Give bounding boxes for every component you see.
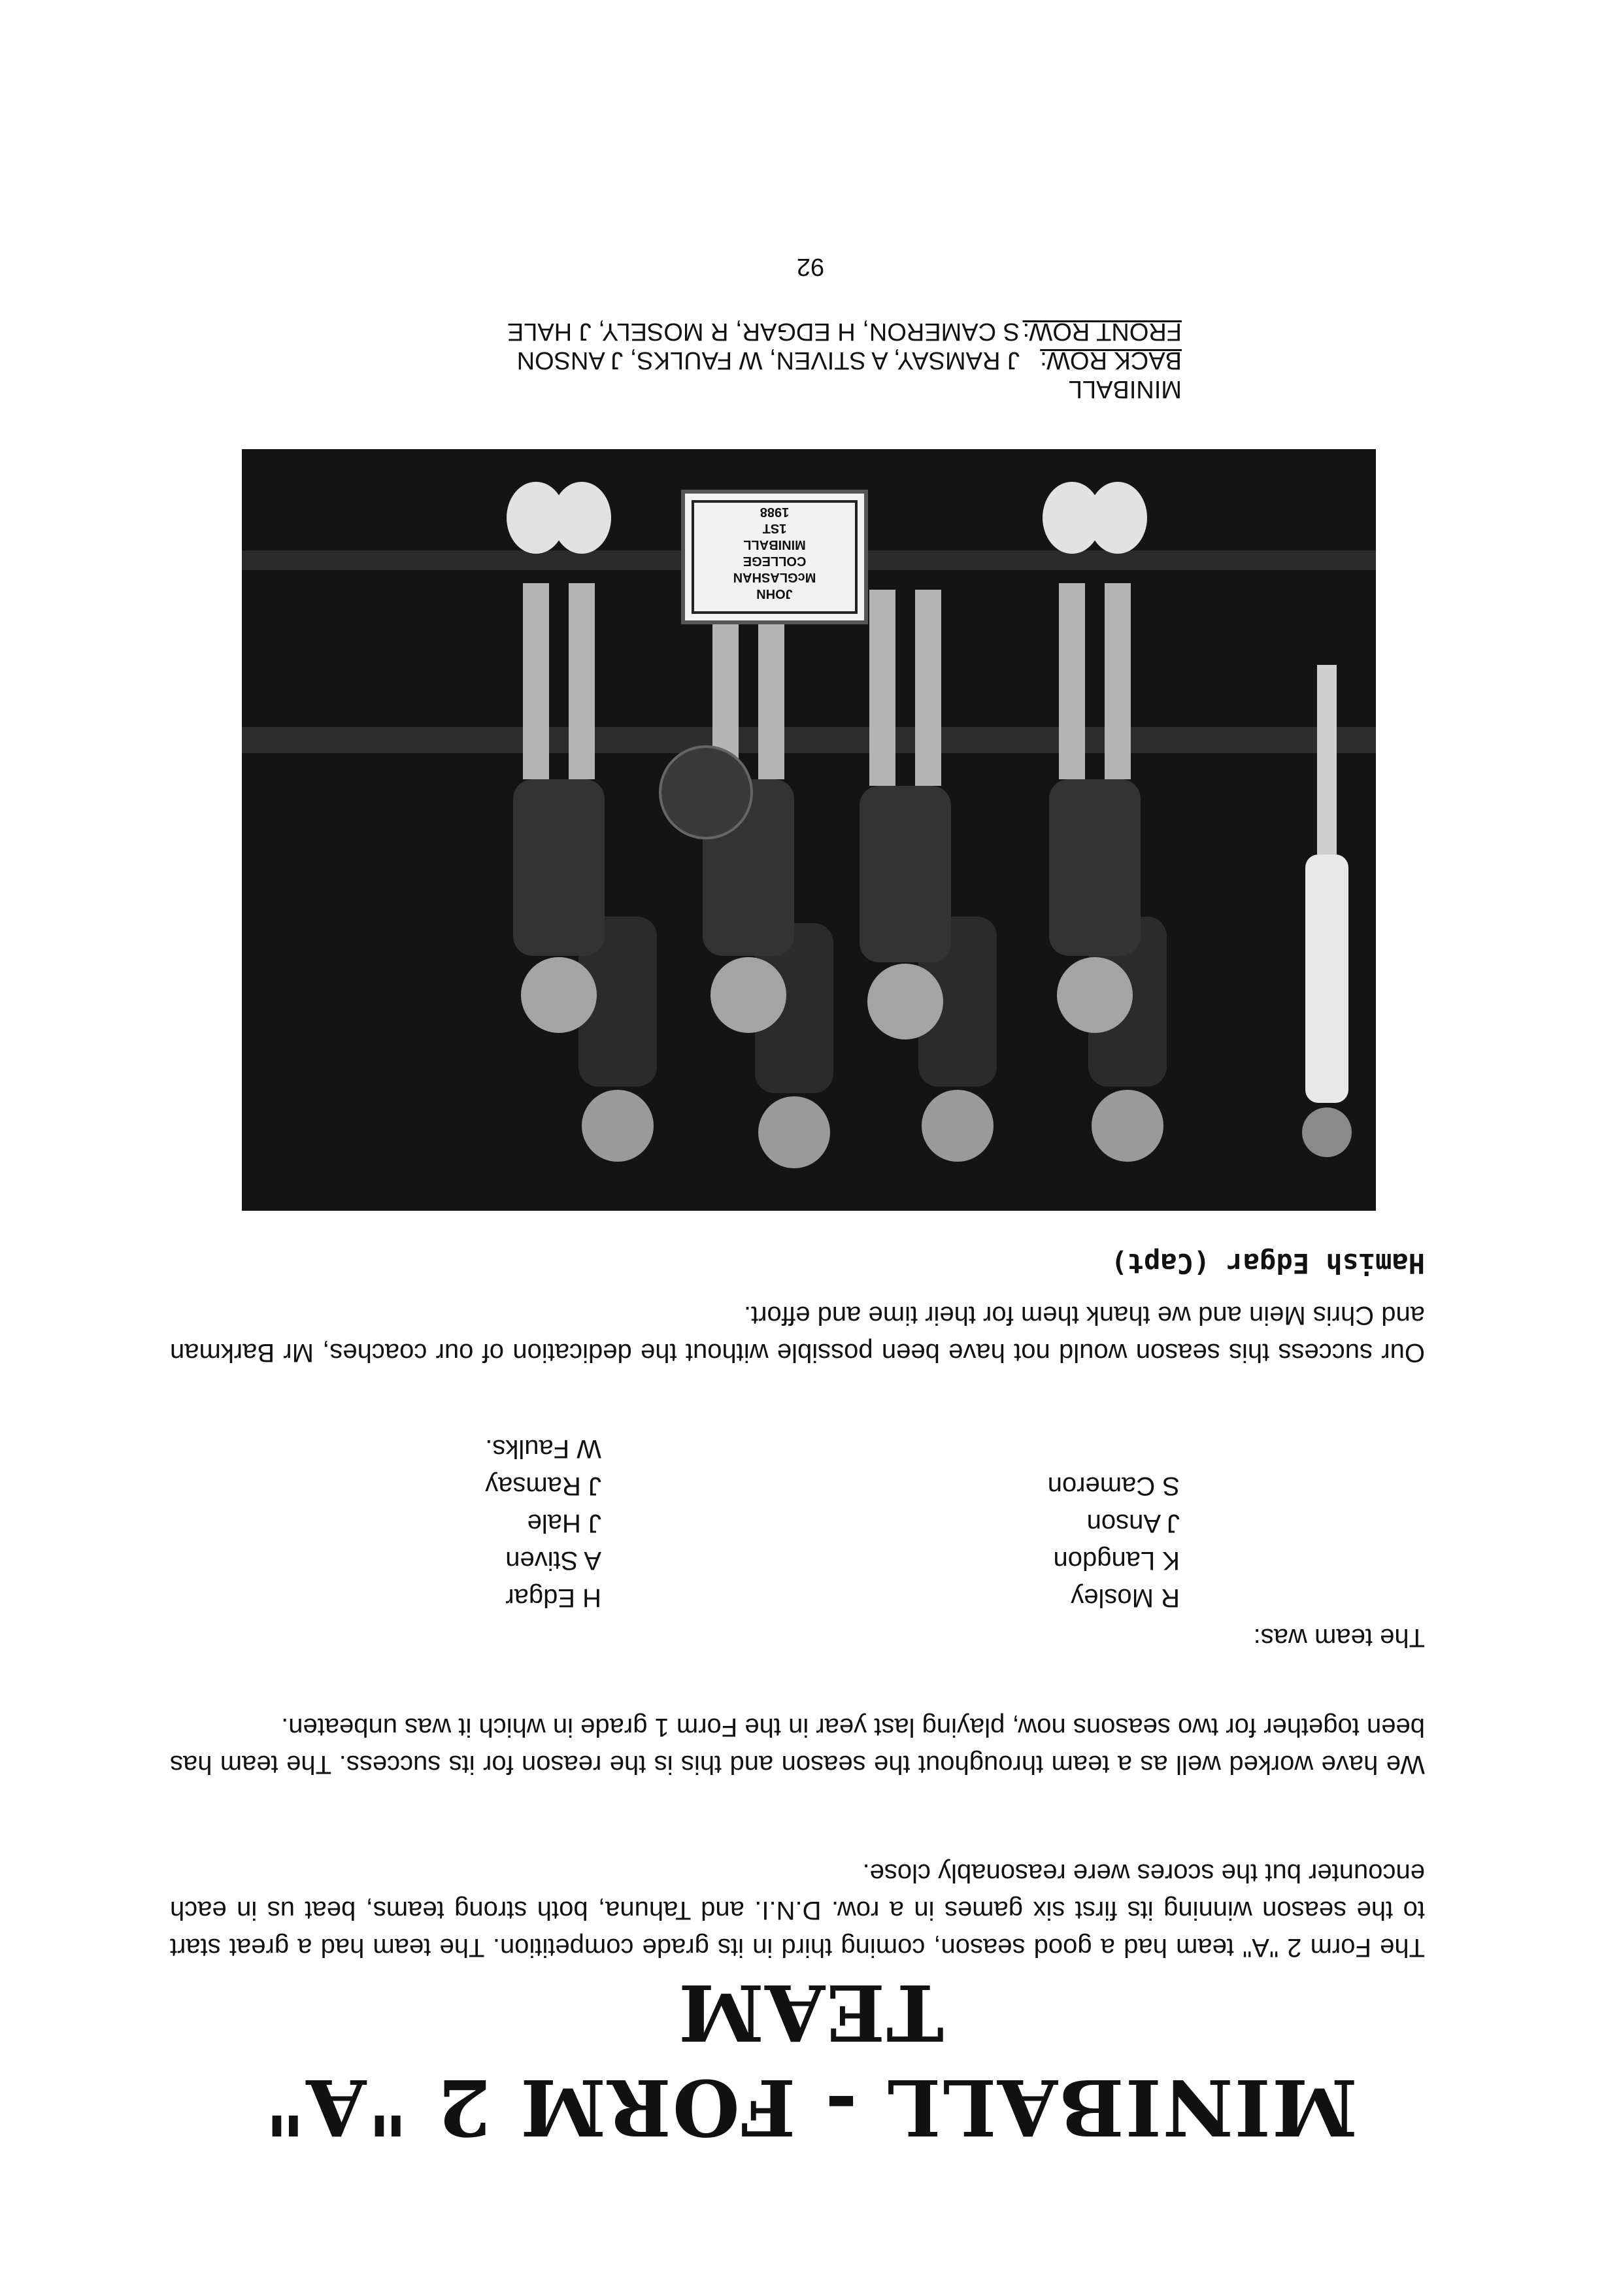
captain-name: Hamish Edgar (Capt) xyxy=(1111,1247,1425,1279)
page-title-line2: TEAM xyxy=(677,1967,944,2058)
thanks-paragraph: Our success this season would not have been possible without the dedication of our coaches, Mr Barkman and Chris Mein and we thank them for their time and effort. xyxy=(170,1301,1425,1367)
photo-caption xyxy=(507,317,1182,403)
caption-front-row xyxy=(507,317,1182,346)
team-photo-illustration xyxy=(242,449,1376,1211)
roster-item: S Cameron xyxy=(1047,1472,1180,1500)
team-list-label: The team was: xyxy=(1253,1623,1425,1652)
roster-item: A Stiven xyxy=(505,1546,601,1575)
roster-item: J Ramsay xyxy=(485,1472,601,1500)
sign-line: McGLASHAN xyxy=(733,570,816,584)
sign-line: COLLEGE xyxy=(743,554,807,568)
sign-line: 1ST xyxy=(762,521,787,535)
intro-paragraph: The Form 2 "A" team had a good season, coming third in its grade competition. The team had a great start to the season winning its first six games in a row. D.N.I. and Tahuna, both strong teams, beat us in each encounter but the scores were reasonably close. xyxy=(170,1859,1425,1962)
roster-column-left xyxy=(1048,1467,1180,1616)
roster-item: R Mosley xyxy=(1071,1583,1180,1612)
team-sign xyxy=(683,492,866,622)
caption-back-row xyxy=(507,346,1182,375)
roster-item: K Langdon xyxy=(1053,1546,1180,1575)
team-photo xyxy=(242,449,1376,1211)
caption-row-names: J RAMSAY, A STIVEN, W FAULKS, J ANSON xyxy=(516,346,1020,374)
sign-line: 1988 xyxy=(760,505,790,519)
roster-item: W Faulks. xyxy=(485,1434,601,1463)
caption-row-label: BACK ROW: xyxy=(1040,346,1182,374)
caption-heading: MINIBALL xyxy=(1068,375,1182,403)
roster-item: J Anson xyxy=(1086,1509,1180,1538)
basketball xyxy=(660,747,752,838)
caption-row-label: FRONT ROW: xyxy=(1022,318,1182,345)
caption-row-names: S CAMERON, H EDGAR, R MOSELY, J HALE xyxy=(507,318,1020,345)
season-paragraph: We have worked well as a team throughout the season and this is the reason for its success. The team has been together for two seasons now, playing last year in the Form 1 grade in which it was unbeaten. xyxy=(170,1713,1425,1779)
page-title: MINIBALL - FORM 2 "A" xyxy=(263,2062,1358,2153)
sign-line: MINIBALL xyxy=(743,537,806,552)
sign-line: JOHN xyxy=(756,586,793,601)
roster-item: H Edgar xyxy=(505,1583,601,1612)
roster-item: J Hale xyxy=(527,1509,601,1538)
roster-column-right xyxy=(485,1430,601,1616)
page-number: 92 xyxy=(796,253,825,280)
